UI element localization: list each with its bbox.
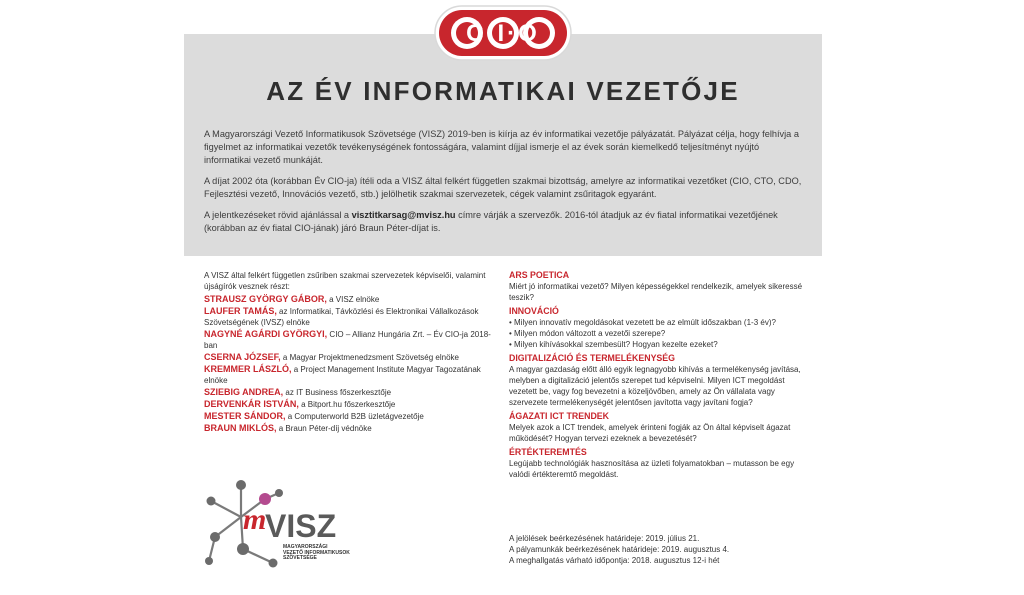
- ict-trends-heading: ÁGAZATI ICT TRENDEK: [509, 411, 610, 421]
- jury-role: a VISZ elnöke: [326, 295, 380, 304]
- ict-trends-text: Melyek azok a ICT trendek, amelyek érinteni fogják az Ön által képviselt ágazat működését? Hogyan tervezi ezeknek a bevezetését?: [509, 423, 791, 443]
- digitalization-heading: DIGITALIZÁCIÓ ÉS TERMELÉKENYSÉG: [509, 353, 676, 363]
- innovation-list: [509, 317, 809, 350]
- jury-role: a Computerworld B2B üzletágvezetője: [285, 412, 424, 421]
- jury-role: a Magyar Projektmenedzsment Szövetség elnöke: [280, 353, 459, 362]
- deadline-submissions: A pályamunkák beérkezésének határideje: 2019. augusztus 4.: [509, 545, 730, 555]
- deadlines: [509, 533, 809, 567]
- digitalization-text: A magyar gazdaság előtt álló egyik legnagyobb kihívás a termelékenység javítása, melyben a digitalizáció jelentős szerepet tud képviselni. Milyen ICT megoldást vezetett be, vagy fog bevezetni a közeljövőben, amely az Ön vállalata vagy szervezete termelékenységét jelentősen javította vagy javítani fogja?: [509, 365, 801, 407]
- mvisz-visz: VISZ: [265, 508, 337, 544]
- intro-p3-after: címre várják a szervezők. 2016-tól átadjuk az év fiatal informatikai vezetőjének (korábban az év fiatal CIO-jának) járó Braun Péter-díjat is.: [204, 210, 778, 233]
- cio-logo: [433, 4, 573, 62]
- mvisz-sub-line3: SZÖVETSÉGE: [283, 555, 317, 562]
- intro-paragraph-3: [204, 209, 808, 235]
- jury-role: az IT Business főszerkesztője: [283, 388, 392, 397]
- jury-member: [204, 364, 504, 386]
- jury-name: KREMMER LÁSZLÓ,: [204, 364, 292, 374]
- jury-lead: A VISZ által felkért független zsűriben szakmai szervezetek képviselői, valamint újságírók vesznek részt:: [204, 271, 486, 291]
- deadline-nominations: A jelölések beérkezésének határideje: 2019. július 21.: [509, 534, 700, 543]
- contact-email[interactable]: visztitkarsag@mvisz.hu: [351, 210, 456, 220]
- ars-poetica-heading: ARS POETICA: [509, 270, 570, 280]
- jury-name: MESTER SÁNDOR,: [204, 411, 286, 421]
- jury-member: [204, 387, 504, 398]
- intro-paragraph-1: A Magyarországi Vezető Informatikusok Szövetsége (VISZ) 2019-ben is kiírja az év informatikai vezetője pályázatát. Pályázat célja, hogy felhívja a figyelmet az informatikai vezetők tevékenységének fontosságára, valamint díjjal ismerje el az évek során kiemelkedő teljesítményt nyújtó informatikai vezető munkáját.: [204, 129, 799, 165]
- page-title: AZ ÉV INFORMATIKAI VEZETŐJE: [266, 76, 740, 106]
- mvisz-sub-line1: MAGYARORSZÁGI: [283, 544, 328, 550]
- value-creation-text: Legújabb technológiák hasznosítása az üzleti folyamatokban – mutasson be egy valódi értékteremtő megoldást.: [509, 459, 795, 479]
- jury-role: a Project Management Institute Magyar Tagozatának elnöke: [204, 365, 481, 385]
- jury-name: BRAUN MIKLÓS,: [204, 423, 277, 433]
- jury-role: az Informatikai, Távközlési és Elektronikai Vállalkozások Szövetségének (IVSZ) elnöke: [204, 307, 479, 327]
- jury-role: a Braun Péter-díj védnöke: [276, 424, 372, 433]
- value-creation-heading: ÉRTÉKTEREMTÉS: [509, 447, 587, 457]
- intro-text: [204, 128, 808, 243]
- innovation-item: • Milyen innovatív megoldásokat vezetett be az elmúlt időszakban (1-3 év)?: [509, 318, 776, 327]
- jury-list: [204, 294, 504, 434]
- criteria-section: [509, 270, 809, 480]
- jury-member: [204, 399, 504, 410]
- jury-name: CSERNA JÓZSEF,: [204, 352, 281, 362]
- jury-name: SZIEBIG ANDREA,: [204, 387, 284, 397]
- jury-member: [204, 329, 504, 351]
- jury-name: STRAUSZ GYÖRGY GÁBOR,: [204, 294, 327, 304]
- mvisz-m: m: [243, 503, 267, 536]
- jury-member: [204, 306, 504, 328]
- jury-member: [204, 352, 504, 363]
- jury-member: [204, 411, 504, 422]
- jury-member: [204, 294, 504, 305]
- jury-section: [204, 270, 504, 435]
- jury-member: [204, 423, 504, 434]
- innovation-item: • Milyen kihívásokkal szembesült? Hogyan kezelte ezeket?: [509, 340, 718, 349]
- jury-name: NAGYNÉ AGÁRDI GYÖRGYI,: [204, 329, 328, 339]
- innovation-heading: INNOVÁCIÓ: [509, 306, 559, 316]
- ars-poetica-text: Miért jó informatikai vezető? Milyen képességekkel rendelkezik, amelyek sikeressé teszik?: [509, 282, 803, 302]
- deadline-hearing: A meghallgatás várható időpontja: 2018. augusztus 12-i hét: [509, 556, 720, 566]
- jury-role: a Bitport.hu főszerkesztője: [298, 400, 396, 409]
- intro-p3-before: A jelentkezéseket rövid ajánlással a: [204, 210, 352, 220]
- mvisz-subtitle: [283, 545, 350, 562]
- cio-logo-text: C·I·O: [466, 20, 540, 47]
- jury-name: DERVENKÁR ISTVÁN,: [204, 399, 299, 409]
- innovation-item: • Milyen módon változott a vezetői szerepe?: [509, 329, 666, 338]
- jury-role: CIO – Allianz Hungária Zrt. – Év CIO-ja 2018-ban: [204, 330, 491, 350]
- mvisz-sub-line2: VEZETŐ INFORMATIKUSOK: [283, 549, 350, 556]
- jury-name: LAUFER TAMÁS,: [204, 306, 277, 316]
- intro-paragraph-2: A díjat 2002 óta (korábban Év CIO-ja) ítéli oda a VISZ által felkért független szakmai bizottság, amelyre az informatikai vezetőket (CIO, CTO, CDO, Fejlesztési vezető, Innovációs vezető, stb.) jelölhetik szakmai szervezetek, cégek valamint zsűritagok egyaránt.: [204, 176, 802, 199]
